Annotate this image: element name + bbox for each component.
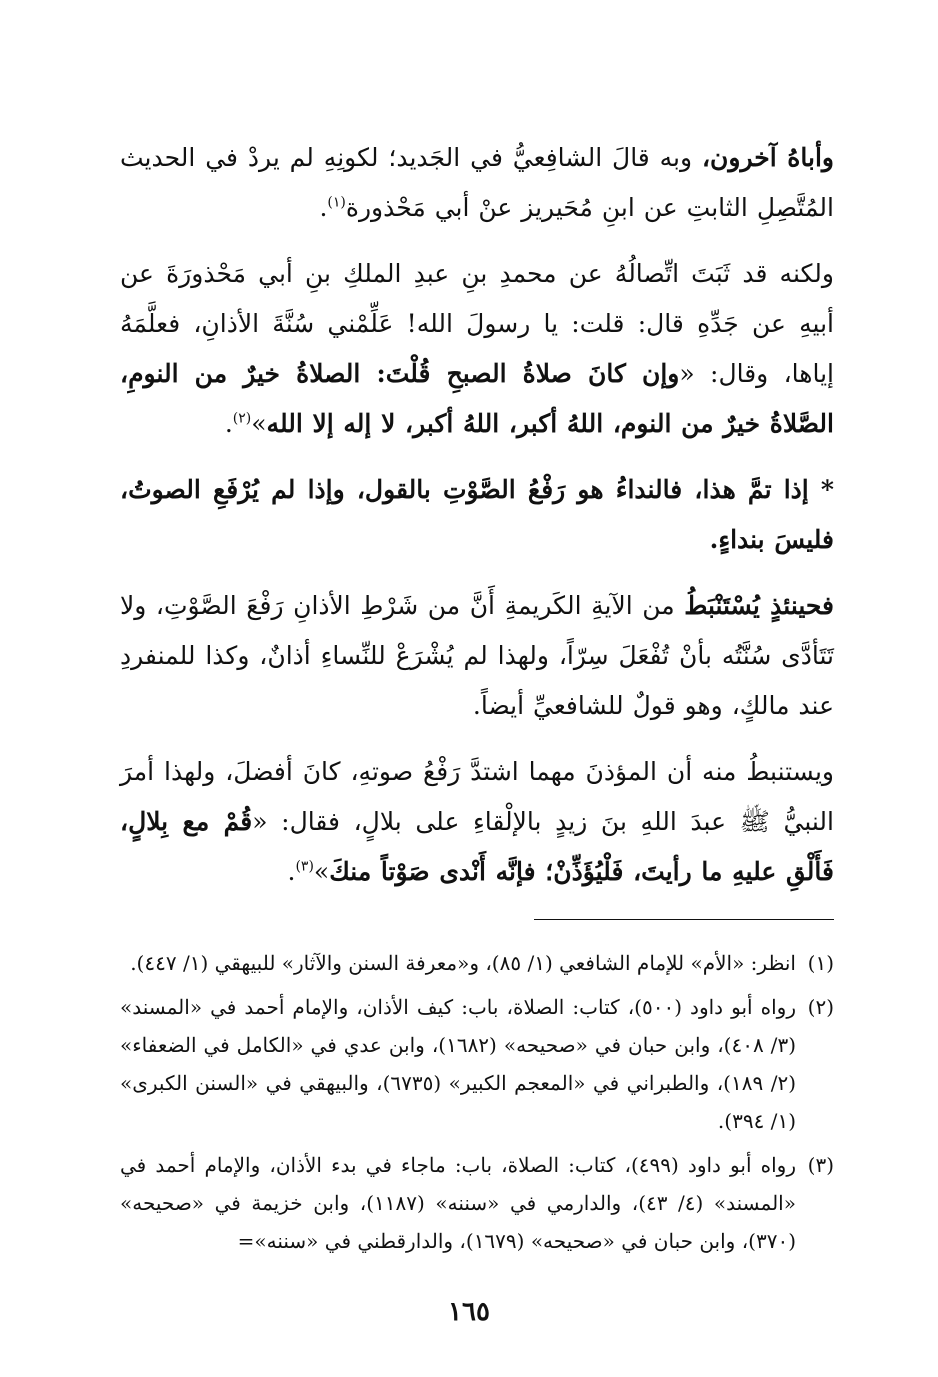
text-span: . [224,409,233,438]
footnote-number: (١) [807,951,834,975]
footnote-text: رواه أبو داود (٤٩٩)، كتاب: الصلاة، باب: ماجاء في بدء الأذان، والإمام أحمد في «المسند» (٤/ ٤٣)، والدارمي في «سننه» (١١٨٧)، وابن خزيمة في «صحيحه» (٣٧٠)، وابن حبان في «صحيحه» (١٦٧٩)، والدارقطني في «سننه»= [120,1153,796,1253]
paragraph-5 [120,747,834,897]
paragraph-3 [120,465,834,565]
hadith-quote: قُمْ مع بِلالٍ، فَأَلْقِ عليهِ ما رأيتَ، فَلْيُؤَذِّنْ؛ فإنَّه أَنْدى صَوْتاً منكَ [120,807,834,886]
footnote-item [120,1146,834,1260]
footnote-number: (٣) [807,1153,834,1177]
footnote-ref: (٣) [295,858,314,875]
text-span: » [251,409,267,438]
footnote-ref: (٢) [232,410,252,427]
text-span: ولكنه قد ثَبَتَ اتِّصالُهُ عن محمدِ بنِ عبدِ الملكِ بنِ أبي مَحْذورَةَ عن أبيهِ عن جَدِّهِ قال: قلت: يا رسولَ الله! عَلِّمْني سُنَّةَ الأذانِ، فعلَّمَهُ إياها، وقال: « [120,259,834,388]
text-span: وأباهُ آخرون، [701,143,834,172]
text-span: ويستنبطُ منه أن المؤذنَ مهما اشتدَّ رَفْعُ صوتهِ، كانَ أفضلَ، ولهذا أمرَ النبيُّ ﷺ عبدَ اللهِ بنَ زيدٍ بالإلْقاءِ على بلالٍ، فقال: « [120,757,834,836]
text-span: من الآيةِ الكَريمةِ أَنَّ من شَرْطِ الأذانِ رَفْعَ الصَّوْتِ، ولا تَتَأدَّى سُنَّتُه بأنْ تُفْعَلَ سِرّاً، ولهذا لم يُشْرَعْ للنِّساءِ أذانٌ، وكذا للمنفردِ عند مالكٍ، وهو قولٌ للشافعيِّ أيضاً. [120,591,834,720]
page-number: ١٦٥ [448,1297,490,1327]
footnote-divider [534,919,834,920]
text-span: » [313,857,330,886]
hadith-quote: وإن كانَ صلاةُ الصبحِ قُلْتَ: الصلاةُ خيرٌ من النومِ، الصَّلاةُ خيرٌ من النوم، اللهُ أكبر، اللهُ أكبر، لا إله إلا الله [120,359,834,438]
paragraph-2 [120,249,834,449]
text-span: . [319,193,328,222]
paragraph-4 [120,581,834,731]
footnote-text: رواه أبو داود (٥٠٠)، كتاب: الصلاة، باب: كيف الأذان، والإمام أحمد في «المسند» (٣/ ٤٠٨)، وابن حبان في «صحيحه» (١٦٨٢)، وابن عدي في «الكامل في الضعفاء» (٢/ ١٨٩)، والطبراني في «المعجم الكبير» (٦٧٣٥)، والبيهقي في «السنن الكبرى» (١/ ٣٩٤). [120,995,796,1133]
footnote-item [120,944,834,982]
footnotes [120,944,834,1260]
footnote-text: انظر: «الأم» للإمام الشافعي (١/ ٨٥)، و«معرفة السنن والآثار» للبيهقي (١/ ٤٤٧). [130,951,796,975]
text-span: . [287,857,296,886]
text-span: فحينئذٍ يُسْتَنْبَطُ [684,591,834,620]
text-span: وبه قالَ الشافِعيُّ في الجَديد؛ لكونِهِ لم يردْ في الحديث المُتَّصِلِ الثابتِ عن ابنِ مُحَيريز عنْ أبي مَحْذورة [120,143,834,222]
footnote-number: (٢) [807,995,834,1019]
footnote-ref: (١) [327,194,346,211]
text-span: * إذا تمَّ هذا، فالنداءُ هو رَفْعُ الصَّوْتِ بالقول، وإذا لم يُرْفَعِ الصوتُ، فليسَ بنداءٍ. [120,475,834,554]
paragraph-1 [120,133,834,233]
footnote-item [120,988,834,1140]
main-text [120,133,834,897]
